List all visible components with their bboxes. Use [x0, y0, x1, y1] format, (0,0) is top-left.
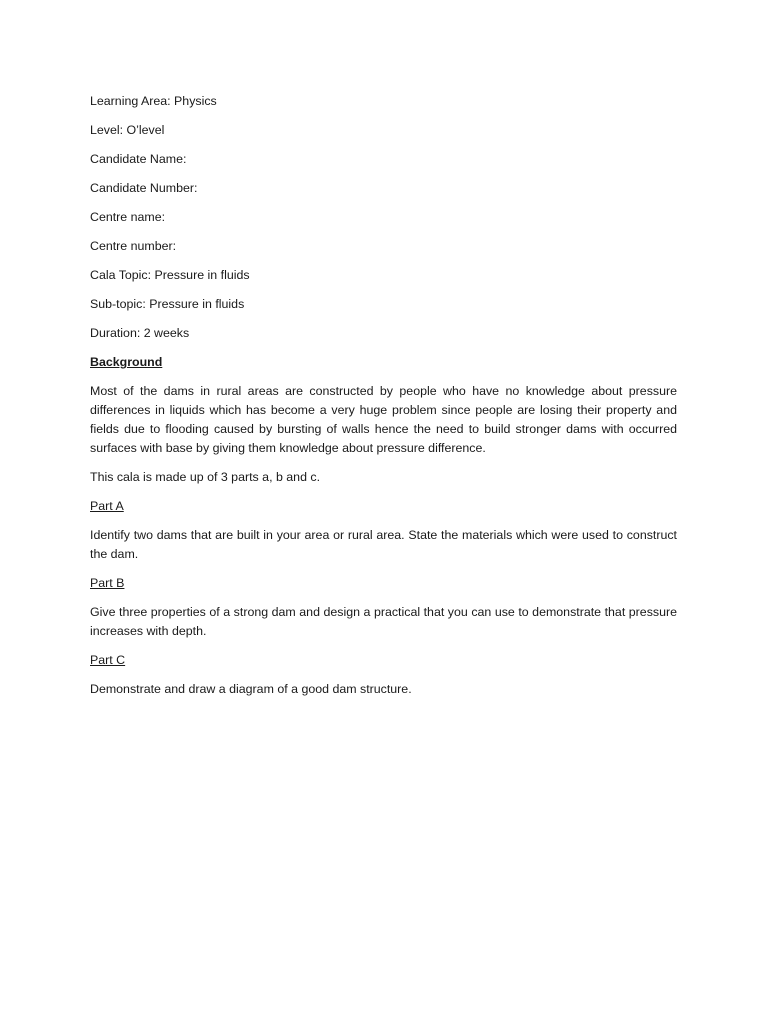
intro-text: This cala is made up of 3 parts a, b and c. [90, 470, 321, 484]
level: Level: O’level [90, 123, 165, 137]
duration: Duration: 2 weeks [90, 326, 190, 340]
part-c-text: Demonstrate and draw a diagram of a good dam structure. [90, 682, 412, 696]
part-c-heading: Part C [90, 653, 126, 667]
part-b-heading: Part B [90, 576, 125, 590]
part-a-text: Identify two dams that are built in your area or rural area. State the materials which were used to construct the dam. [90, 528, 677, 561]
part-a-heading: Part A [90, 499, 124, 513]
learning-area: Learning Area: Physics [90, 94, 217, 108]
centre-name: Centre name: [90, 210, 166, 224]
candidate-name: Candidate Name: [90, 152, 187, 166]
cala-topic: Cala Topic: Pressure in fluids [90, 268, 250, 282]
part-b-text: Give three properties of a strong dam and design a practical that you can use to demonstrate that pressure increases with depth. [90, 605, 677, 638]
sub-topic: Sub-topic: Pressure in fluids [90, 297, 245, 311]
centre-number: Centre number: [90, 239, 177, 253]
background-heading: Background [90, 355, 163, 369]
background-text: Most of the dams in rural areas are constructed by people who have no knowledge about pressure differences in liquids which has become a very huge problem since people are losing their property and fields due to flooding caused by bursting of walls hence the need to build stronger dams with occurred surfaces with base by giving them knowledge about pressure difference. [90, 384, 677, 455]
candidate-number: Candidate Number: [90, 181, 198, 195]
document-page [90, 92, 677, 709]
